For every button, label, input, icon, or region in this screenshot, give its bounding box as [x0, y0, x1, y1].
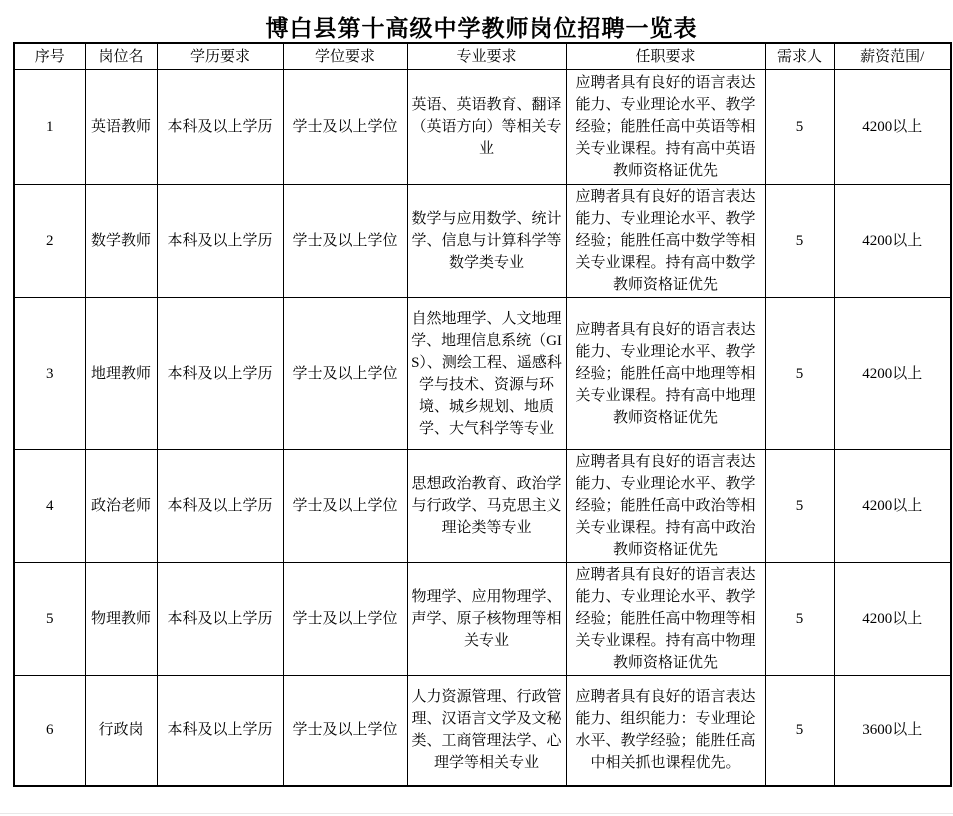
cell-headcount: 5 — [765, 676, 834, 786]
column-header-education: 学历要求 — [157, 43, 283, 70]
cell-major: 物理学、应用物理学、声学、原子核物理等相关专业 — [407, 563, 566, 676]
column-header-position: 岗位名 — [85, 43, 157, 70]
cell-salary: 4200以上 — [834, 450, 951, 563]
header-row — [14, 43, 951, 70]
cell-duty: 应聘者具有良好的语言表达能力、专业理论水平、教学经验；能胜任高中政治等相关专业课程。持有高中政治教师资格证优先 — [566, 450, 765, 563]
recruitment-table — [13, 42, 952, 787]
window-bottom-edge — [0, 813, 953, 814]
cell-duty: 应聘者具有良好的语言表达能力、专业理论水平、教学经验；能胜任高中地理等相关专业课程。持有高中地理教师资格证优先 — [566, 298, 765, 450]
cell-education: 本科及以上学历 — [157, 450, 283, 563]
cell-salary: 4200以上 — [834, 563, 951, 676]
cell-no: 1 — [14, 70, 85, 185]
column-header-major: 专业要求 — [407, 43, 566, 70]
column-header-no: 序号 — [14, 43, 85, 70]
column-header-salary: 薪资范围/ — [834, 43, 951, 70]
table-row — [14, 676, 951, 786]
cell-education: 本科及以上学历 — [157, 70, 283, 185]
cell-duty: 应聘者具有良好的语言表达能力、专业理论水平、教学经验；能胜任高中物理等相关专业课程。持有高中物理教师资格证优先 — [566, 563, 765, 676]
cell-major: 数学与应用数学、统计学、信息与计算科学等数学类专业 — [407, 185, 566, 298]
cell-headcount: 5 — [765, 70, 834, 185]
cell-degree: 学士及以上学位 — [283, 70, 407, 185]
table-row — [14, 563, 951, 676]
cell-education: 本科及以上学历 — [157, 676, 283, 786]
cell-headcount: 5 — [765, 298, 834, 450]
cell-position: 政治老师 — [85, 450, 157, 563]
cell-position: 地理教师 — [85, 298, 157, 450]
cell-degree: 学士及以上学位 — [283, 185, 407, 298]
cell-position: 物理教师 — [85, 563, 157, 676]
cell-no: 4 — [14, 450, 85, 563]
cell-no: 3 — [14, 298, 85, 450]
cell-degree: 学士及以上学位 — [283, 298, 407, 450]
cell-duty: 应聘者具有良好的语言表达能力、组织能力：专业理论水平、教学经验；能胜任高中相关抓也课程优先。 — [566, 676, 765, 786]
table-row — [14, 70, 951, 185]
cell-headcount: 5 — [765, 563, 834, 676]
cell-no: 2 — [14, 185, 85, 298]
cell-degree: 学士及以上学位 — [283, 450, 407, 563]
cell-duty: 应聘者具有良好的语言表达能力、专业理论水平、教学经验；能胜任高中数学等相关专业课程。持有高中数学教师资格证优先 — [566, 185, 765, 298]
cell-salary: 4200以上 — [834, 298, 951, 450]
cell-major: 人力资源管理、行政管理、汉语言文学及文秘类、工商管理法学、心理学等相关专业 — [407, 676, 566, 786]
cell-no: 5 — [14, 563, 85, 676]
cell-degree: 学士及以上学位 — [283, 563, 407, 676]
table-row — [14, 185, 951, 298]
cell-position: 英语教师 — [85, 70, 157, 185]
cell-headcount: 5 — [765, 450, 834, 563]
cell-major: 自然地理学、人文地理学、地理信息系统（GIS）、测绘工程、遥感科学与技术、资源与环境、城乡规划、地质学、大气科学等专业 — [407, 298, 566, 450]
cell-headcount: 5 — [765, 185, 834, 298]
cell-position: 行政岗 — [85, 676, 157, 786]
table-row — [14, 450, 951, 563]
cell-duty: 应聘者具有良好的语言表达能力、专业理论水平、教学经验；能胜任高中英语等相关专业课程。持有高中英语教师资格证优先 — [566, 70, 765, 185]
cell-degree: 学士及以上学位 — [283, 676, 407, 786]
table-row — [14, 298, 951, 450]
cell-salary: 4200以上 — [834, 185, 951, 298]
cell-salary: 3600以上 — [834, 676, 951, 786]
cell-major: 英语、英语教育、翻译（英语方向）等相关专业 — [407, 70, 566, 185]
cell-education: 本科及以上学历 — [157, 185, 283, 298]
column-header-duty: 任职要求 — [566, 43, 765, 70]
page-title: 博白县第十高级中学教师岗位招聘一览表 — [265, 15, 698, 41]
cell-education: 本科及以上学历 — [157, 563, 283, 676]
cell-position: 数学教师 — [85, 185, 157, 298]
column-header-headcount: 需求人 — [765, 43, 834, 70]
column-header-degree: 学位要求 — [283, 43, 407, 70]
cell-education: 本科及以上学历 — [157, 298, 283, 450]
cell-no: 6 — [14, 676, 85, 786]
cell-major: 思想政治教育、政治学与行政学、马克思主义理论类等专业 — [407, 450, 566, 563]
cell-salary: 4200以上 — [834, 70, 951, 185]
